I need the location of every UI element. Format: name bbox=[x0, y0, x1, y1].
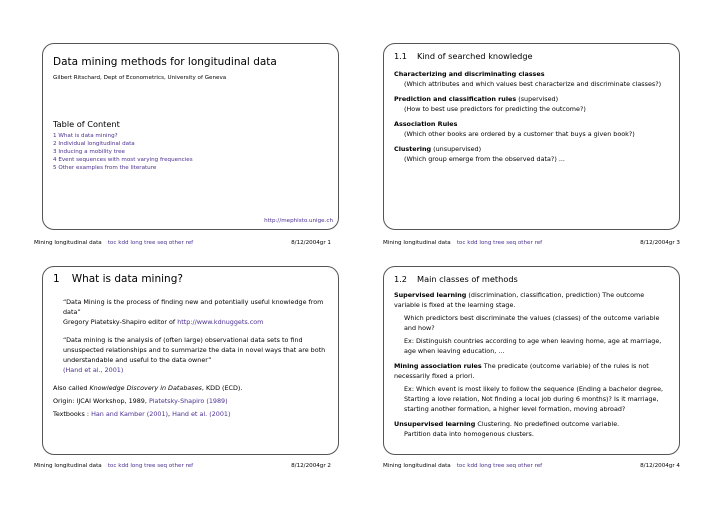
term-desc: (Which group emerge from the observed data?) ... bbox=[404, 155, 565, 163]
term-desc: Which predictors best discriminate the values (classes) of the outcome variable and how? bbox=[404, 314, 660, 332]
term-desc: Ex: Distinguish countries according to age when leaving home, age at marriage, age when leaving education, ... bbox=[404, 337, 662, 355]
toc-item[interactable]: 2 Individual longitudinal data bbox=[53, 141, 135, 147]
page-number: 8/12/2004gr 2 bbox=[291, 463, 331, 469]
toc-item[interactable]: 5 Other examples from the literature bbox=[53, 165, 157, 171]
term-desc: (How to best use predictors for predicting the outcome?) bbox=[404, 105, 586, 113]
toc-heading: Table of Content bbox=[53, 119, 120, 129]
footer-slide-1 bbox=[34, 240, 331, 246]
footer-nav[interactable]: toc kdd long tree seq other ref bbox=[107, 463, 194, 469]
slide-4 bbox=[383, 266, 680, 455]
footer-nav[interactable]: toc kdd long tree seq other ref bbox=[456, 240, 543, 246]
term: Prediction and classification rules bbox=[394, 95, 517, 103]
term-desc: (Which attributes and which values best characterize and discriminate classes?) bbox=[404, 80, 662, 88]
slide-body bbox=[394, 69, 671, 164]
homepage-link[interactable]: http://mephisto.unige.ch bbox=[264, 218, 333, 224]
term: Mining association rules bbox=[394, 362, 482, 370]
term-extra: (supervised) bbox=[518, 95, 559, 103]
citation-link[interactable]: Han and Kamber (2001) bbox=[91, 410, 169, 418]
footer-title: Mining longitudinal data bbox=[34, 240, 102, 246]
author-line: Gilbert Ritschard, Dept of Econometrics, University of Geneva bbox=[53, 75, 227, 81]
term-desc: (Which other books are ordered by a customer that buys a given book?) bbox=[404, 130, 635, 138]
slide-2 bbox=[42, 266, 339, 455]
footer-title: Mining longitudinal data bbox=[383, 240, 451, 246]
footer-title: Mining longitudinal data bbox=[383, 463, 451, 469]
section-heading: 1 What is data mining? bbox=[53, 273, 183, 285]
slide-3 bbox=[383, 43, 680, 230]
footer-slide-2 bbox=[34, 463, 331, 469]
origin-line: Origin: IJCAI Workshop, 1989, Piatetsky-Shapiro (1989) bbox=[53, 397, 228, 405]
term: Unsupervised learning bbox=[394, 420, 476, 428]
term: Supervised learning bbox=[394, 291, 467, 299]
also-called-line: Also called Knowledge Discovery in Databases, KDD (ECD). bbox=[53, 384, 243, 392]
slide-body: Supervised learning (discrimination, classification, prediction) The outcome variable is fixed at the learning stage. Which predictors best discriminate the values (classes) of the outcome variable and how? Ex: Distinguish countries according to age when leaving home, age at marriage, age when leaving education, ... Mining association rules The predicate (outcome variable) of the rules is not necessarily fixed a priori. Ex: Which event is most likely to follow the sequence (Ending a bachelor degree, Starting a love relation, Not finding a local job during 6 months)? Is it marriage, starting another formation, a higher level formation, moving abroad? Unsupervised learning Clustering. No predefined outcome variable. Partition data into homogenous clusters. bbox=[394, 290, 671, 439]
term: Association Rules bbox=[394, 120, 458, 128]
quote: “Data Mining is the process of finding new and potentially useful knowledge from data” bbox=[63, 298, 324, 316]
page-number: 8/12/2004gr 4 bbox=[640, 463, 680, 469]
citation-link[interactable]: Piatetsky-Shapiro (1989) bbox=[148, 397, 228, 405]
citation-link[interactable]: Hand et al. (2001) bbox=[172, 410, 231, 418]
toc-item[interactable]: 1 What is data mining? bbox=[53, 133, 118, 139]
page-number: 8/12/2004gr 1 bbox=[291, 240, 331, 246]
section-heading: 1.2 Main classes of methods bbox=[394, 274, 518, 284]
section-heading: 1.1 Kind of searched knowledge bbox=[394, 51, 533, 61]
kdnuggets-link[interactable]: http://www.kdnuggets.com bbox=[177, 318, 264, 326]
toc-item[interactable]: 4 Event sequences with most varying frequencies bbox=[53, 157, 193, 163]
slide-1 bbox=[42, 43, 339, 230]
page-number: 8/12/2004gr 3 bbox=[640, 240, 680, 246]
quote: “Data mining is the analysis of (often large) observational data sets to find unsuspected relationships and to summarize the data in novel ways that are both understandable and useful to the data owner” bbox=[63, 336, 326, 364]
term: Characterizing and discriminating classes bbox=[394, 70, 545, 78]
citation-link[interactable]: (Hand et al., 2001) bbox=[63, 366, 124, 374]
term-desc: Ex: Which event is most likely to follow the sequence (Ending a bachelor degree, Starting a love relation, Not finding a local job during 6 months)? Is it marriage, starting another formation, a higher level formation, moving abroad? bbox=[404, 385, 664, 413]
footer-slide-3 bbox=[383, 240, 680, 246]
footer-title: Mining longitudinal data bbox=[34, 463, 102, 469]
footer-nav[interactable]: toc kdd long tree seq other ref bbox=[107, 240, 194, 246]
toc-list bbox=[53, 132, 193, 172]
footer-nav[interactable]: toc kdd long tree seq other ref bbox=[456, 463, 543, 469]
toc-item[interactable]: 3 Inducing a mobility tree bbox=[53, 149, 125, 155]
slide-body bbox=[53, 297, 328, 419]
textbooks-line: Textbooks : Han and Kamber (2001), Hand et al. (2001) bbox=[53, 410, 231, 418]
slide-title: Data mining methods for longitudinal data bbox=[53, 56, 277, 68]
term-extra: (unsupervised) bbox=[433, 145, 482, 153]
term-desc: Partition data into homogenous clusters. bbox=[404, 430, 534, 438]
term: Clustering bbox=[394, 145, 432, 153]
footer-slide-4 bbox=[383, 463, 680, 469]
quote-attribution: Gregory Piatetsky-Shapiro editor of http://www.kdnuggets.com bbox=[63, 318, 264, 326]
